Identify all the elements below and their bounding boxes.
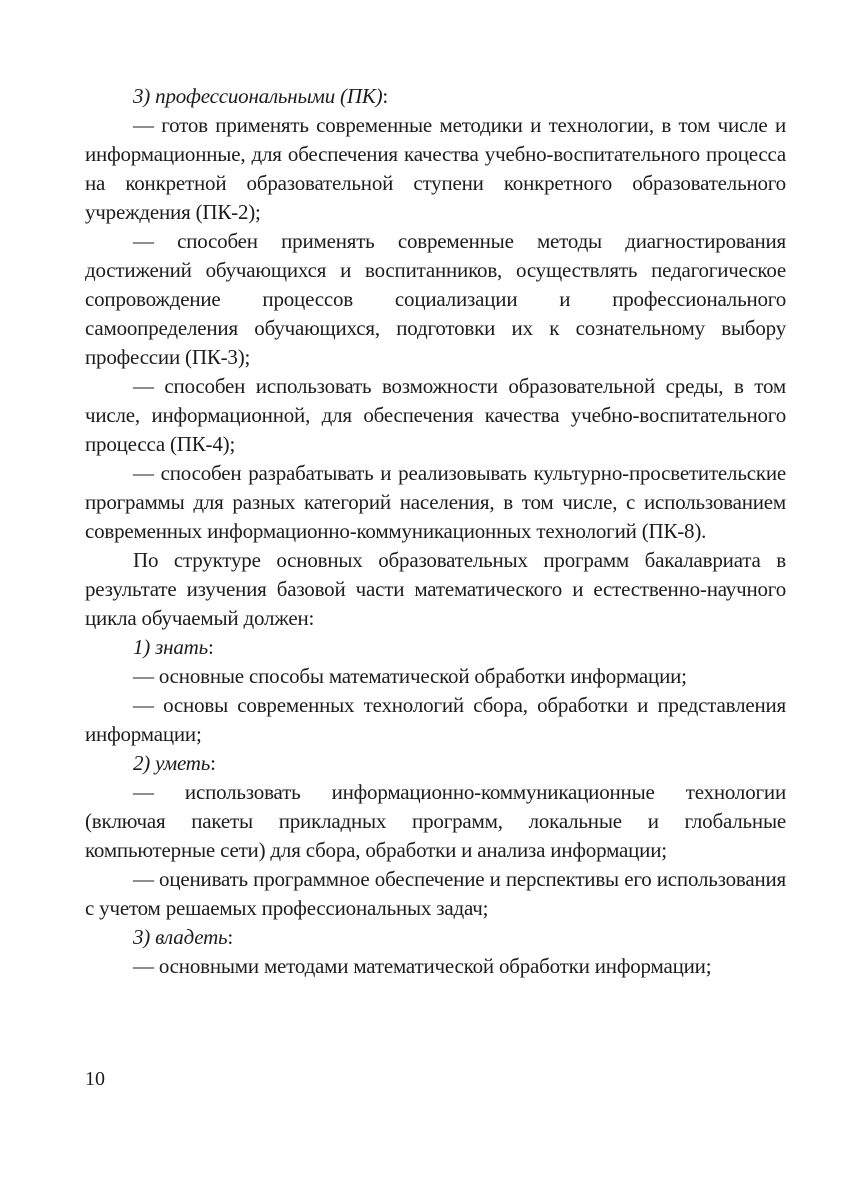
heading-italic-text: 1) знать bbox=[133, 635, 208, 659]
heading-suffix: : bbox=[382, 84, 388, 108]
paragraph-znat-1: — основные способы математической обработки информации; bbox=[133, 664, 687, 688]
list-heading-znat bbox=[85, 633, 786, 662]
page-number: 10 bbox=[85, 1068, 105, 1090]
list-heading-vladet bbox=[85, 923, 786, 952]
heading-italic-text: 3) владеть bbox=[133, 925, 228, 949]
heading-suffix: : bbox=[207, 635, 214, 659]
paragraph-pk3: — способен применять современные методы диагностирования достижений обучающихся и воспитанников, осуществлять педагогическое сопровождение процессов социализации и профессионального самоопределения обучающихся, подготовки их к сознательному выбору профессии (ПК-3); bbox=[85, 229, 786, 369]
paragraph-pk8: — способен разрабатывать и реализовывать культурно-просветительские программы для разных категорий населения, в том числе, с использованием современных информационно-коммуникационных технологий (ПК-8). bbox=[85, 461, 786, 543]
list-heading-umet bbox=[85, 749, 786, 778]
heading-italic-text: 3) профессиональными (ПК) bbox=[133, 84, 383, 108]
paragraph-vladet-1: — основными методами математической обработки информации; bbox=[133, 954, 712, 978]
paragraph-znat-2: — основы современных технологий сбора, обработки и представления информации; bbox=[85, 693, 786, 746]
heading-suffix: : bbox=[210, 751, 216, 775]
list-heading-professionalnymi bbox=[85, 82, 786, 111]
text-block bbox=[85, 82, 786, 981]
paragraph-pk2: — готов применять современные методики и технологии, в том числе и информационные, для обеспечения качества учебно-воспитательного процесса на конкретной образовательной ступени конкретного образовательного учреждения (ПК-2); bbox=[85, 113, 786, 224]
paragraph-pk4: — способен использовать возможности образовательной среды, в том числе, информационной, для обеспечения качества учебно-воспитательного процесса (ПК-4); bbox=[85, 374, 786, 456]
heading-italic-text: 2) уметь bbox=[133, 751, 211, 775]
paragraph-umet-1: — использовать информационно-коммуникационные технологии (включая пакеты прикладных программ, локальные и глобальные компьютерные сети) для сбора, обработки и анализа информации; bbox=[85, 780, 786, 862]
paragraph-umet-2: — оценивать программное обеспечение и перспективы его использования с учетом решаемых профессиональных задач; bbox=[85, 867, 786, 920]
paragraph-structure-intro: По структуре основных образовательных программ бакалавриата в результате изучения базовой части математического и естественно-научного цикла обучаемый должен: bbox=[85, 548, 786, 630]
heading-suffix: : bbox=[227, 925, 234, 949]
